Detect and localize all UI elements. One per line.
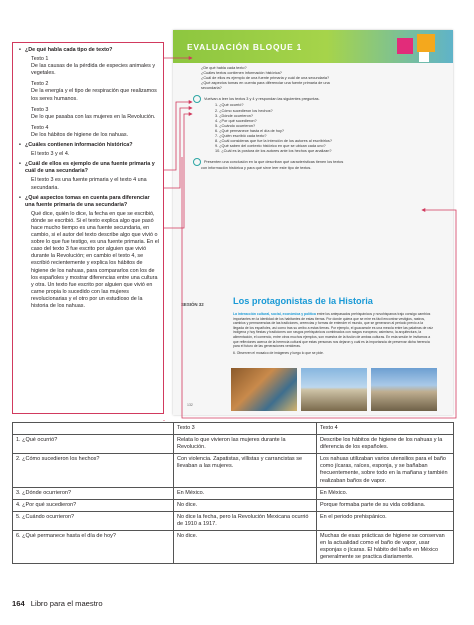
note-answer-title: Texto 2	[31, 81, 49, 88]
table-header-cell	[13, 423, 174, 435]
page-line: Vuelvan a leer los textos 3 y 4 y respondan las siguientes preguntas.	[204, 97, 320, 102]
note-answer-text: De la energía y el tipo de respiración que realizamos los seres humanos.	[31, 88, 157, 102]
page-footer	[12, 599, 103, 608]
table-cell-texto4: Describe los hábitos de higiene de los nahuas y la diferencia de los españoles.	[317, 435, 454, 454]
page-line: 2. ¿Cómo sucedieron los hechos?	[215, 108, 273, 113]
note-answer-text: De lo que pasaba con las mujeres en la Revolución.	[31, 113, 156, 120]
note-answer-text: El texto 3 y el 4.	[31, 151, 70, 158]
note-block-1: • ¿De qué habla cada tipo de texto? Texto 1 De las causas de la pérdida de especies animales y vegetales. Texto 2 De la energía y el tipo de respiración que realizamos los seres humanos. Texto 3 De lo que pasaba con las mujeres en la Revolución. Texto 4 De los hábitos de higiene de los nahuas.	[19, 47, 159, 139]
note-answer-title: Texto 3	[31, 106, 49, 113]
table-cell-question: 4. ¿Por qué sucedieron?	[13, 499, 174, 511]
table-cell-texto3: No dice.	[174, 531, 317, 564]
table-row	[13, 487, 454, 499]
section-lead: La interacción cultural, social, económica y política	[233, 312, 316, 316]
section-title: Los protagonistas de la Historia	[233, 296, 373, 306]
decor-square	[419, 52, 429, 62]
cathedral-photo	[371, 368, 437, 411]
session-label: SESIÓN 32	[181, 302, 204, 307]
table-row	[13, 454, 454, 487]
note-answer-title: Texto 1	[31, 56, 49, 63]
banner-title: EVALUACIÓN BLOQUE 1	[187, 42, 303, 52]
page-line: Presenten una conclusión en la que describan qué características tienen los textos	[204, 160, 344, 165]
table-cell-texto3: En México.	[174, 487, 317, 499]
evaluation-banner	[173, 30, 453, 63]
section-body: entre los antepasados prehispánicos y novohispanos trajo consigo cambios importantes en la identidad de los habitantes de estas tierras. Por donde quiera que se mire es fácil encontrar vestigios, rastros, cambios y permanencias de las tradiciones, creencias y formas de entender el mundo, que se generaron al periodo previo a la llegada de los españoles, así como tras su arribo a estas tierras. Por ejemplo, el guacamole es una mezcla entre las palabras de raíz indígena y hoy fiestas y tradiciones con rasgos prehispánicos combinados con rasgos europeos; asimismo, la arquitectura, la alimentación, el comercio, entre otros muchos ejemplos, son muestra de la fusión de ambas culturas. En esta sesión te invitamos a que reflexiones acerca de la herencia cultural que estas personas nos dejaron y cuál es la importancia de preservar dicha herencia para el futuro de las generaciones venideras.	[233, 312, 433, 349]
section-text	[233, 312, 433, 355]
student-book-page	[173, 30, 453, 415]
footer-page-number: 164	[12, 599, 25, 608]
decor-square	[397, 38, 413, 54]
student-page-number: 132	[187, 403, 193, 407]
footer-label: Libro para el maestro	[30, 599, 103, 608]
note-answer-text: Qué dice, quién lo dice, la fecha en que se escribió, dónde se escribió. Si el texto explica algo que pasó hace mucho tiempo es una fuente secundaria, en cambio, si el autor del texto describe algo que vivió o sobre lo que fue testigo, es una fuente primaria. En el caso del texto 3 fue escrito por alguien que vivió durante la Revolución; en cambio el texto 4, se escribió recientemente y explica los hábitos de higiene de los nahuas, para compararlos con los de los españoles y mostrar diferencias entre una cultura y otra. Un texto fue escrito por alguien que vivió en carne propia lo sucedido con las mujeres revolucionarias y el otro por un estudioso de la historia de los nahuas.	[31, 210, 159, 309]
table-header-cell: Texto 3	[174, 423, 317, 435]
page-line: 10. ¿Cuál es la postura de los autores ante los hechos que analizan?	[215, 149, 332, 154]
table-cell-question: 6. ¿Qué permanece hasta el día de hoy?	[13, 531, 174, 564]
table-cell-texto4: En México.	[317, 487, 454, 499]
table-cell-texto4: Muchas de esas prácticas de higiene se conservan en la actualidad como el baño de vapor, usar esponjas o jícaras. El hábito del baño en México generalmente se practica diariamente.	[317, 531, 454, 564]
answers-table	[12, 422, 454, 564]
table-cell-question: 2. ¿Cómo sucedieron los hechos?	[13, 454, 174, 487]
page-line: 7. ¿Quién escribió cada texto?	[215, 134, 267, 139]
table-header-cell: Texto 4	[317, 423, 454, 435]
table-cell-question: 1. ¿Qué ocurrió?	[13, 435, 174, 454]
page-line: con información histórica y para qué sirve leer este tipo de textos.	[201, 166, 312, 171]
table-cell-texto4: Los nahuas utilizaban varios utensilios para el baño como jícaras, raíces, esponja, y se bañaban frecuentemente, sobre todo en la mañana y también realizaban baños de vapor.	[317, 454, 454, 487]
photo-instruction: 6. Observen el mosaico de imágenes y luego lo que se pide.	[233, 350, 324, 355]
page-line: 8. ¿Cuál consideras que fue la intención de los autores al escribirlos?	[215, 139, 332, 144]
table-cell-texto4: En el periodo prehispánico.	[317, 511, 454, 530]
note-block-4: • ¿Qué aspectos tomas en cuenta para diferenciar una fuente primaria de una secundaria? Qué dice, quién lo dice, la fecha en que se escribió, dónde se escribió. Si el texto explica algo que pasó hace mucho tiempo es una fuente secundaria, en cambio, si el autor del texto describe algo que vivió o sobre lo que fue testigo, es una fuente primaria. En el caso del texto 3 fue escrito por alguien que vivió durante la Revolución; en cambio el texto 4, se escribió recientemente y explica los hábitos de higiene de los nahuas, para compararlos con los de los españoles y mostrar diferencias entre una cultura y otra. Un texto fue escrito por alguien que vivió en carne propia lo sucedido con las mujeres revolucionarias y el otro por un estudioso de la historia de los nahuas.	[19, 194, 159, 309]
cycle-icon	[193, 95, 201, 103]
table-cell-texto3: Con violencia. Zapatistas, villistas y carrancistas se llevaban a las mujeres.	[174, 454, 317, 487]
note-answer-title: Texto 4	[31, 124, 49, 131]
page-line: 4. ¿Por qué sucedieron?	[215, 118, 257, 123]
note-question: ¿Cuáles contienen información histórica?	[25, 142, 133, 149]
note-question: ¿De qué habla cada tipo de texto?	[25, 47, 113, 53]
table-row	[13, 511, 454, 530]
note-answer-text: De las causas de la pérdida de especies animales y vegetales.	[31, 63, 156, 77]
page-line: secundaria?	[201, 86, 222, 91]
page-line: 5. ¿Cuándo ocurrieron?	[215, 123, 256, 128]
note-question: ¿Qué aspectos tomas en cuenta para diferenciar una fuente primaria de una secundaria?	[25, 194, 150, 208]
table-row	[13, 435, 454, 454]
table-cell-texto3: No dice la fecha, pero la Revolución Mexicana ocurrió de 1910 a 1917.	[174, 511, 317, 530]
note-block-3: • ¿Cuál de ellos es ejemplo de una fuente primaria y cuál de una secundaria? El texto 3 es una fuente primaria y el texto 4 una secundaria.	[19, 161, 159, 191]
evaluation-questions	[193, 66, 441, 172]
photo-mosaic	[231, 368, 441, 411]
table-cell-texto3: No dice.	[174, 499, 317, 511]
decor-square	[417, 34, 435, 52]
note-answer-text: El texto 3 es una fuente primaria y el texto 4 una secundaria.	[31, 177, 147, 191]
cycle-icon	[193, 158, 201, 166]
mural-photo	[231, 368, 297, 411]
table-cell-question: 3. ¿Dónde ocurrieron?	[13, 487, 174, 499]
table-row	[13, 499, 454, 511]
page-line: 9. ¿Qué saben del contexto histórico en que se ubican cada uno?	[215, 144, 326, 149]
note-answer-text: De los hábitos de higiene de los nahuas.	[31, 131, 129, 138]
table-row	[13, 531, 454, 564]
page-line: 3. ¿Dónde ocurrieron?	[215, 113, 253, 118]
page-line: ¿Cuál de ellos es ejemplo de una fuente primaria y cuál de una secundaria?	[201, 76, 330, 81]
note-block-2: • ¿Cuáles contienen información histórica? El texto 3 y el 4.	[19, 142, 159, 158]
table-cell-question: 5. ¿Cuándo ocurrieron?	[13, 511, 174, 530]
church-photo	[301, 368, 367, 411]
table-cell-texto4: Porque formaba parte de su vida cotidiana.	[317, 499, 454, 511]
note-question: ¿Cuál de ellos es ejemplo de una fuente primaria y cuál de una secundaria?	[25, 161, 155, 175]
page-line: ¿Qué aspectos tomas en cuenta para diferenciar una fuente primaria de una	[201, 81, 330, 86]
answer-notes	[12, 42, 164, 414]
table-header-row	[13, 423, 454, 435]
page-line: ¿De qué habla cada texto?	[201, 66, 247, 70]
page-line: ¿Cuáles textos contienen información histórica?	[201, 71, 282, 76]
table-cell-texto3: Relata lo que vivieron las mujeres durante la Revolución.	[174, 435, 317, 454]
page-line: 1. ¿Qué ocurrió?	[215, 103, 244, 108]
page-line: 6. ¿Qué permanece hasta el día de hoy?	[215, 128, 285, 133]
